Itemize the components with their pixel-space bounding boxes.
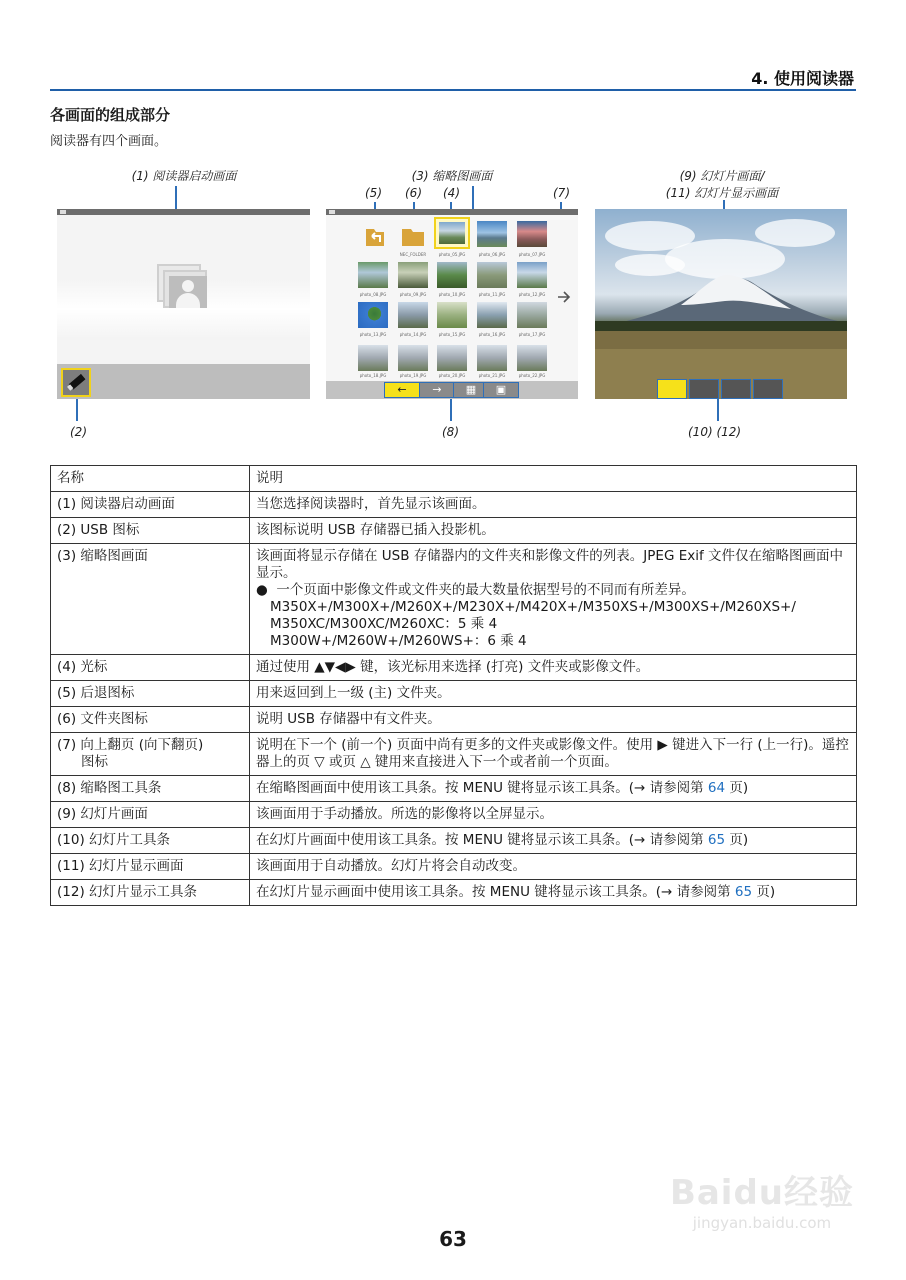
row-name: (6) 文件夹图标 [51,707,250,733]
slideshow-button-3[interactable] [721,379,751,399]
viewer-start-screen [57,209,310,399]
thumbnail[interactable] [477,262,507,288]
row-name: (5) 后退图标 [51,681,250,707]
screen-topbar [326,209,578,215]
thumbnail-label: photo_12.JPG [518,292,546,297]
row-desc-text: 在缩略图画面中使用该工具条。按 MENU 键将显示该工具条。(→ 请参阅第 [256,780,708,796]
table-row [51,492,857,518]
table-row [51,880,857,906]
row-desc: 该图标说明 USB 存储器已插入投影机。 [250,518,857,544]
row-name: (2) USB 图标 [51,518,250,544]
row-desc-tail: 页) [725,780,749,796]
thumbnail-label: photo_10.JPG [438,292,466,297]
table-row [51,828,857,854]
row-name: (4) 光标 [51,655,250,681]
thumbnail[interactable] [398,345,428,371]
row-name: (8) 缩略图工具条 [51,776,250,802]
row-desc [250,544,857,655]
row-desc-tail: 页) [725,832,749,848]
row-name: (1) 阅读器启动画面 [51,492,250,518]
thumbnail-label: photo_15.JPG [438,332,466,337]
page-link[interactable]: 65 [707,832,726,848]
caption-7: (7) [553,186,570,200]
row-name: (12) 幻灯片显示工具条 [51,880,250,906]
row-desc: 当您选择阅读器时，首先显示该画面。 [250,492,857,518]
thumbnail-label: photo_13.JPG [359,332,387,337]
page-link[interactable]: 65 [734,884,753,900]
thumbnail-label: photo_21.JPG [478,373,506,378]
screen-topbar [57,209,310,215]
caption-5: (5) [365,186,382,200]
row-desc-text: 在幻灯片显示画面中使用该工具条。按 MENU 键将显示该工具条。(→ 请参阅第 [256,884,735,900]
chapter-rule [50,89,856,91]
row-desc: 该画面用于手动播放。所选的影像将以全屏显示。 [250,802,857,828]
bullet-item [256,582,850,599]
thumbnail-label: photo_22.JPG [518,373,546,378]
thumbnail[interactable] [477,221,507,247]
thumbnail[interactable] [517,345,547,371]
thumbnail-label: photo_18.JPG [359,373,387,378]
toolbar-forward-button[interactable]: → [419,382,455,398]
page-link[interactable]: 64 [707,780,726,796]
thumbnail-cursor[interactable] [434,217,470,249]
row-name: (3) 缩略图画面 [51,544,250,655]
thumbnail-screen [326,209,578,399]
mountain-photo [595,209,847,399]
back-icon[interactable] [360,223,390,249]
window-icon [329,210,335,214]
section-title: 各画面的组成部分 [50,106,171,124]
slideshow-icon[interactable]: ▣ [483,382,519,398]
table-header-desc: 说明 [250,466,857,492]
thumbnail[interactable] [517,262,547,288]
watermark-logo: Baidu经验 [669,1173,854,1213]
thumbnail[interactable] [358,302,388,328]
thumbnail-toolbar [326,381,578,399]
thumbnail-label: photo_11.JPG [478,292,506,297]
section-intro: 阅读器有四个画面。 [50,134,168,149]
bullet-icon: ● [256,582,277,598]
row-desc-tail: 页) [752,884,776,900]
page-number: 63 [439,1227,467,1251]
description-table [50,465,857,906]
row-name [51,733,250,776]
model-list-2: M350XC/M300XC/M260XC：5 乘 4 [270,616,498,632]
table-row [51,518,857,544]
model-list-1: M350X+/M300X+/M260X+/M230X+/M420X+/M350XS+/M300XS+/M260XS+/ [270,599,796,615]
table-header-row [51,466,857,492]
caption-viewer-start: (1) 阅读器启动画面 [131,169,237,183]
caption-10-12: (10) (12) [688,425,742,439]
row-desc: 说明 USB 存储器中有文件夹。 [250,707,857,733]
chapter-title: 4. 使用阅读器 [751,69,854,88]
viewer-logo-icon [157,264,209,310]
slideshow-button-4[interactable] [753,379,783,399]
thumbnail-label: photo_17.JPG [518,332,546,337]
caption-8: (8) [442,425,459,439]
bullet-text: 一个页面中影像文件或文件夹的最大数量依据型号的不同而有所差异。 [276,582,695,598]
thumbnail[interactable] [517,302,547,328]
thumbnail[interactable] [437,302,467,328]
callout-line-8 [450,399,452,421]
row-name: (10) 幻灯片工具条 [51,828,250,854]
thumbnail-label: photo_09.JPG [399,292,427,297]
watermark-url: jingyan.baidu.com [692,1214,832,1232]
row-desc [250,828,857,854]
table-row [51,733,857,776]
folder-label: NEC_FOLDER [399,252,427,257]
caption-4: (4) [443,186,460,200]
table-row [51,802,857,828]
thumbnail[interactable] [398,302,428,328]
thumbnail-label: photo_20.JPG [438,373,466,378]
callout-line-10 [717,399,719,421]
arrow-right-icon[interactable] [556,289,572,305]
row-name-line1: (7) 向上翻页 (向下翻页) [57,737,204,753]
thumbnail[interactable] [358,262,388,288]
thumbnail-label: photo_14.JPG [399,332,427,337]
table-row [51,776,857,802]
usb-icon [61,368,91,397]
caption-slide-a: (9) 幻灯片画面/ [679,169,765,183]
thumbnail-label: photo_07.JPG [518,252,546,257]
callout-line-2 [76,399,78,421]
caption-thumbnail: (3) 缩略图画面 [411,169,493,183]
thumbnail[interactable] [398,262,428,288]
window-icon [60,210,66,214]
row-desc: 通过使用 ▲▼◀▶ 键，该光标用来选择 (打亮) 文件夹或影像文件。 [250,655,857,681]
thumbnail[interactable] [437,345,467,371]
toolbar-back-button[interactable]: ← [384,382,420,398]
row-desc-text: 该画面将显示存储在 USB 存储器内的文件夹和影像文件的列表。JPEG Exif 文件仅在缩略图画面中显示。 [256,548,844,581]
row-desc: 用来返回到上一级 (主) 文件夹。 [250,681,857,707]
caption-slide-b: (11) 幻灯片显示画面 [665,186,779,200]
thumbnail[interactable] [358,345,388,371]
thumbnail-label: photo_16.JPG [478,332,506,337]
table-header-name: 名称 [51,466,250,492]
watermark [670,1165,854,1232]
row-desc: 该画面用于自动播放。幻灯片将会自动改变。 [250,854,857,880]
table-row [51,655,857,681]
slideshow-button-2[interactable] [689,379,719,399]
row-name-line2: 图标 [81,754,108,770]
row-name: (11) 幻灯片显示画面 [51,854,250,880]
thumbnail-label: photo_05.JPG [438,252,466,257]
slideshow-screen [595,209,847,399]
caption-6: (6) [405,186,422,200]
slideshow-button-1[interactable] [657,379,687,399]
folder-icon[interactable] [398,223,428,249]
row-desc-text: 在幻灯片画面中使用该工具条。按 MENU 键将显示该工具条。(→ 请参阅第 [256,832,708,848]
thumbnail-label: photo_19.JPG [399,373,427,378]
thumbnail-label: photo_06.JPG [478,252,506,257]
row-desc: 说明在下一个 (前一个) 页面中尚有更多的文件夹或影像文件。使用 ▶ 键进入下一行 (上一行)。遥控器上的页 ▽ 或页 △ 键用来直接进入下一个或者前一个页面。 [250,733,857,776]
row-desc [250,776,857,802]
row-name: (9) 幻灯片画面 [51,802,250,828]
screen-bottombar [57,364,310,399]
thumbnail[interactable] [477,345,507,371]
table-row [51,707,857,733]
table-row [51,544,857,655]
model-list-3: M300W+/M260W+/M260WS+：6 乘 4 [270,633,527,649]
thumbnail[interactable] [477,302,507,328]
table-row [51,681,857,707]
caption-2: (2) [70,425,87,439]
thumbnail[interactable] [437,262,467,288]
thumbnail[interactable] [517,221,547,247]
table-row [51,854,857,880]
row-desc [250,880,857,906]
grid-icon[interactable]: ▦ [453,382,489,398]
thumbnail-label: photo_08.JPG [359,292,387,297]
